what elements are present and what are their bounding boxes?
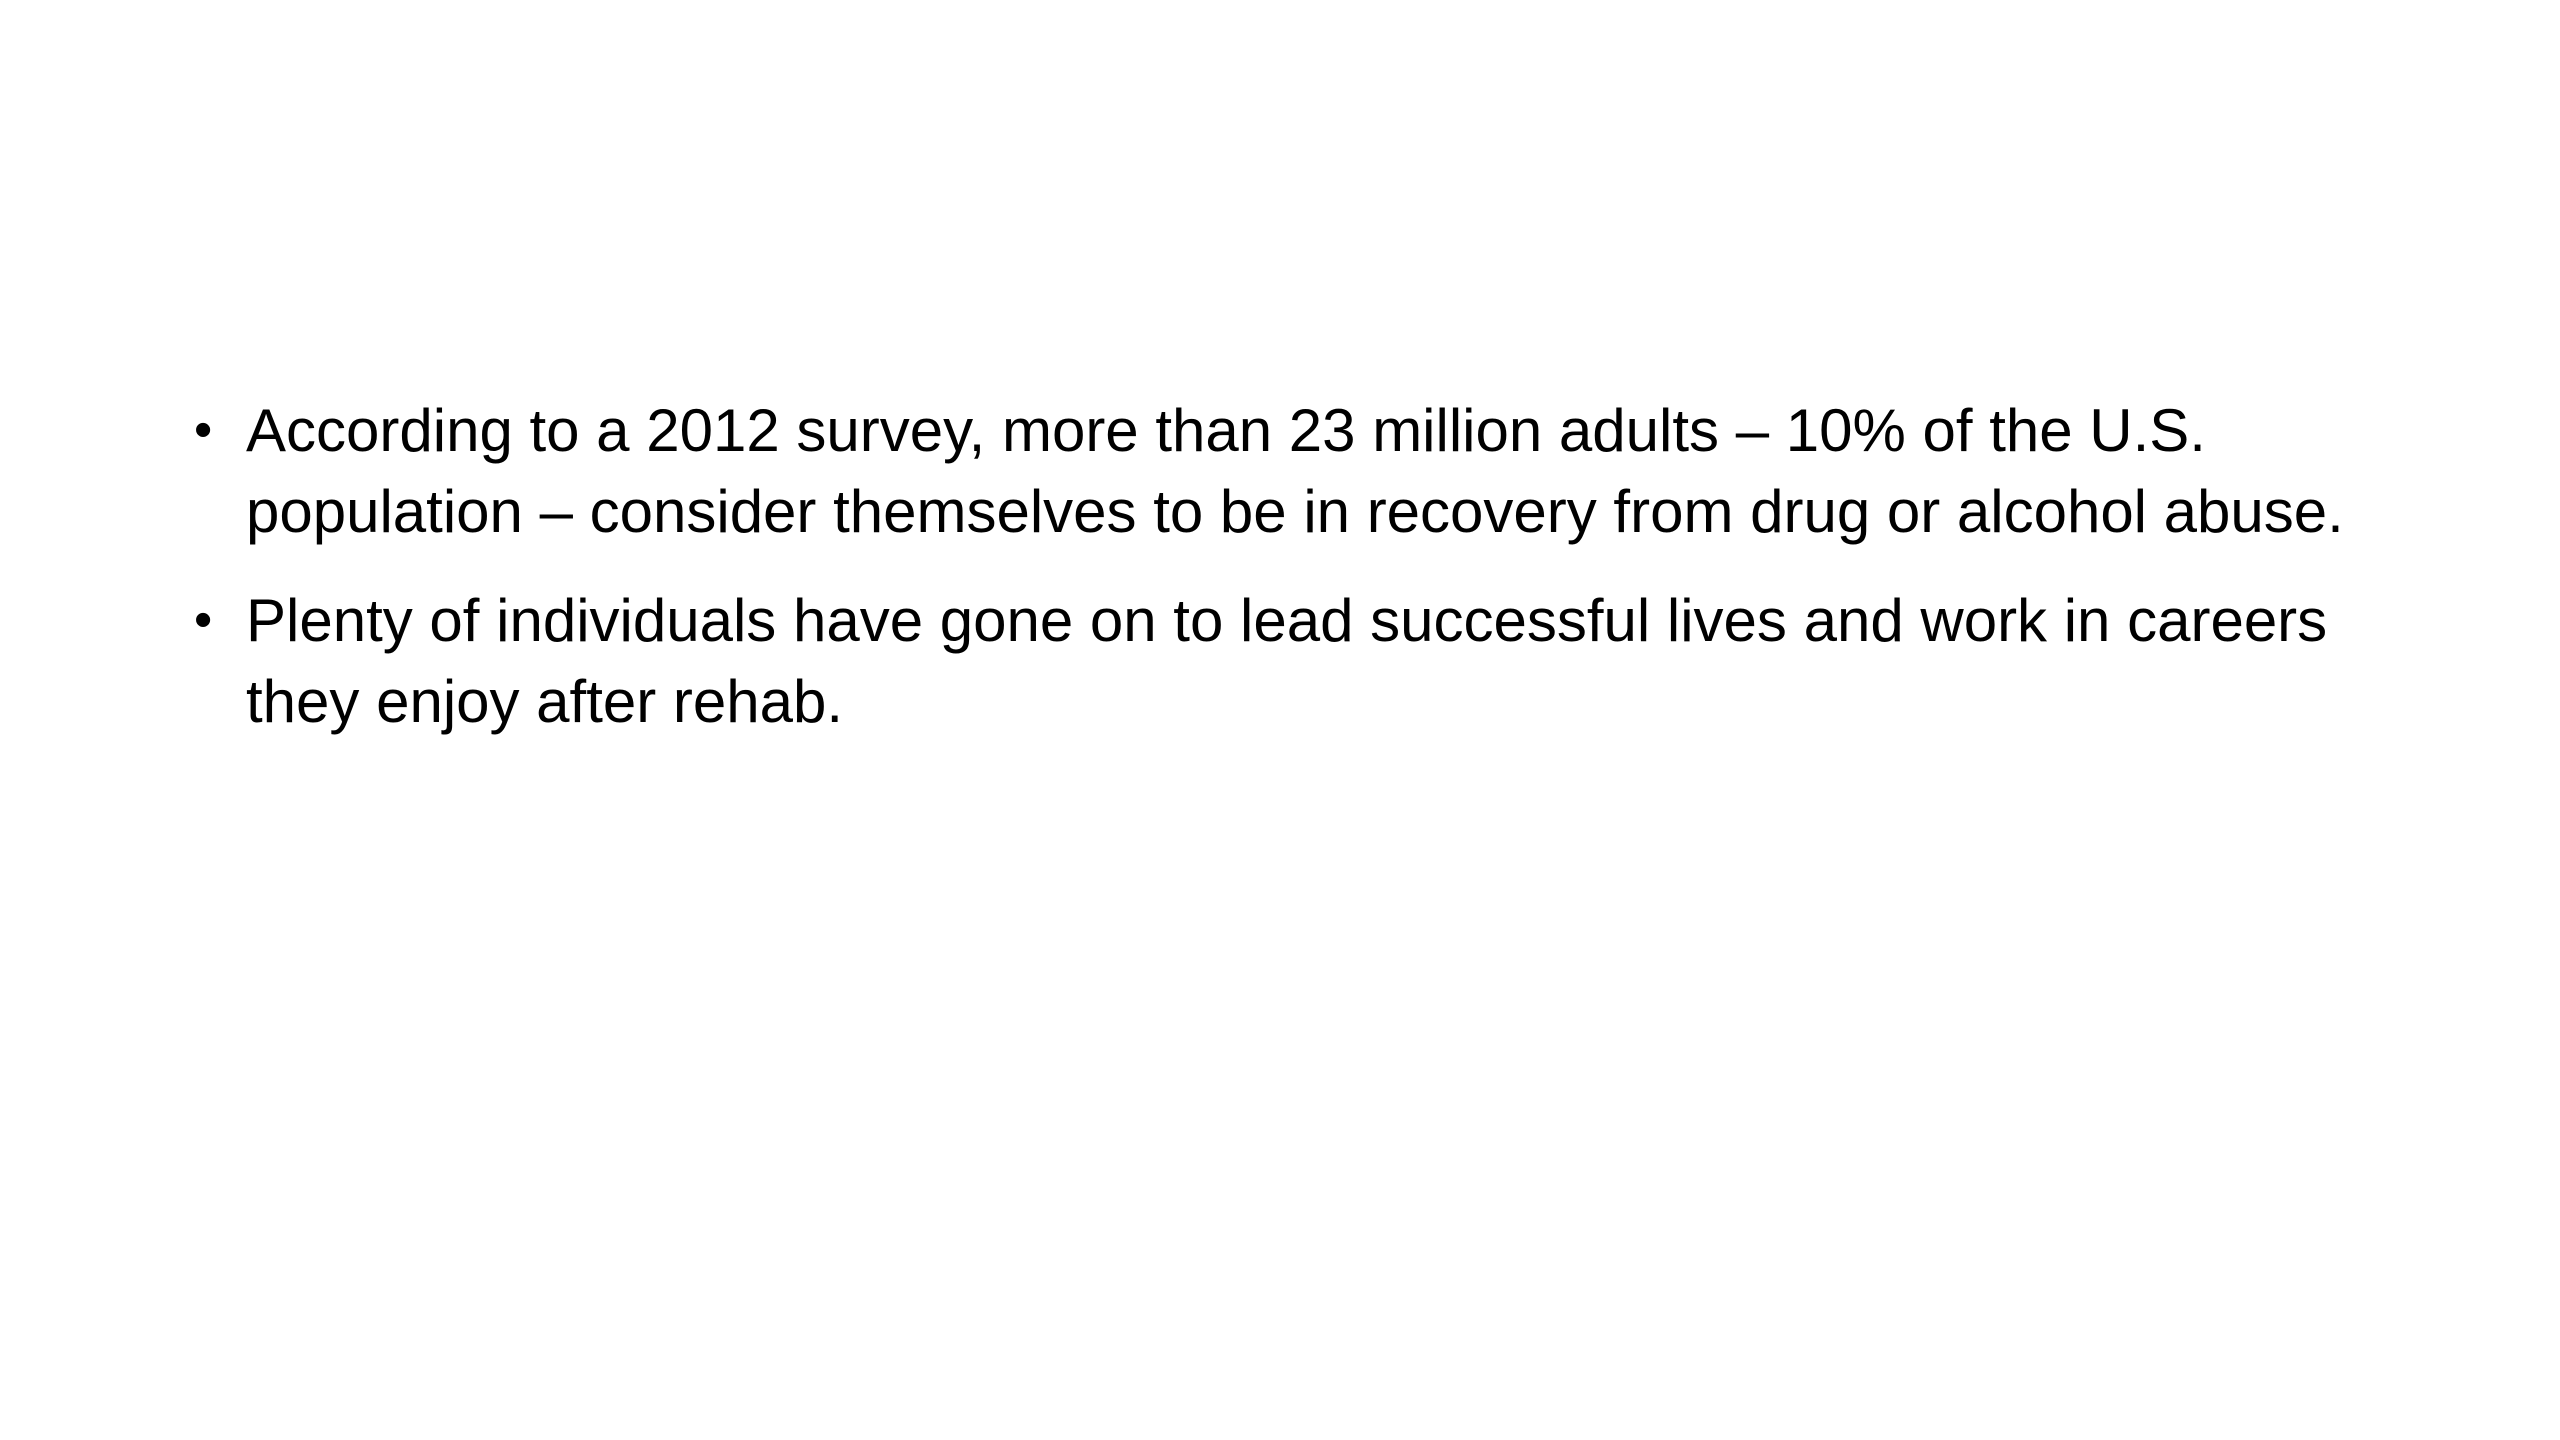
bullet-text: Plenty of individuals have gone on to lead successful lives and work in careers they enjoy after rehab. bbox=[246, 587, 2328, 735]
bullet-text: According to a 2012 survey, more than 23 million adults – 10% of the U.S. population – consider themselves to be in recovery from drug or alcohol abuse. bbox=[246, 397, 2344, 545]
bullet-list bbox=[190, 390, 2430, 770]
bullet-item bbox=[190, 390, 2430, 552]
bullet-icon: • bbox=[194, 591, 213, 649]
bullet-icon: • bbox=[194, 401, 213, 459]
bullet-item bbox=[190, 580, 2430, 742]
